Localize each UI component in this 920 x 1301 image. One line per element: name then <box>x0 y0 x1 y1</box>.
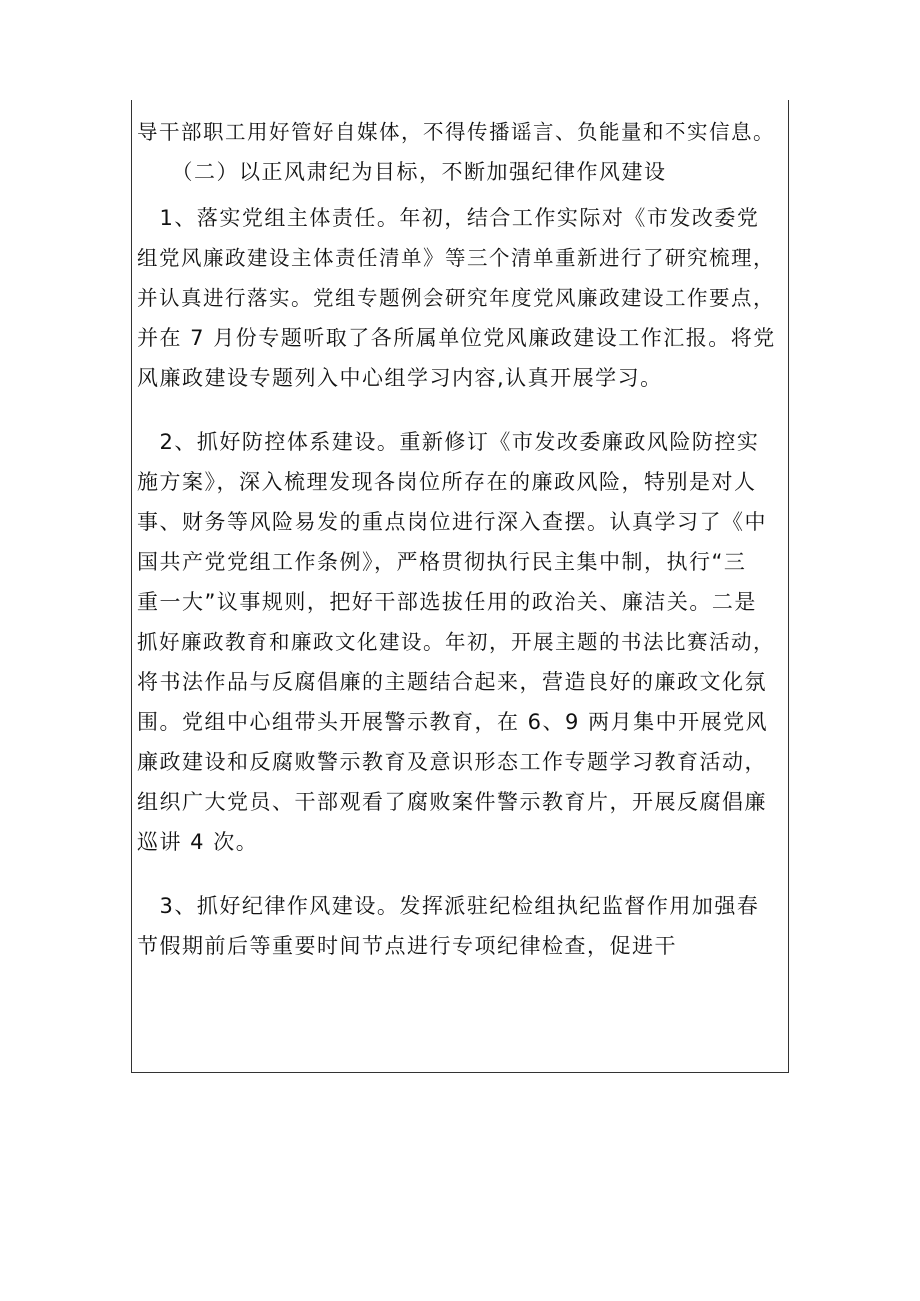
text-line: 风廉政建设专题列入中心组学习内容,认真开展学习。 <box>137 366 663 390</box>
text-line: 3、抓好纪律作风建设。发挥派驻纪检组执纪监督作用加强春 <box>137 894 760 918</box>
text-line: 并在 7 月份专题听取了各所属单位党风廉政建设工作汇报。将党 <box>137 326 776 350</box>
text-line: 组党风廉政建设主体责任清单》等三个清单重新进行了研究梳理， <box>137 246 775 270</box>
text-line: 廉政建设和反腐败警示教育及意识形态工作专题学习教育活动， <box>137 750 767 774</box>
text-line: 抓好廉政教育和廉政文化建设。年初，开展主题的书法比赛活动， <box>137 630 775 654</box>
text-line: 国共产党党组工作条例》，严格贯彻执行民主集中制，执行“三 <box>137 550 747 574</box>
section-heading: （二）以正风肃纪为目标，不断加强纪律作风建设 <box>137 160 667 184</box>
text-line: 1、落实党组主体责任。年初，结合工作实际对《市发改委党 <box>137 206 760 230</box>
text-line: 施方案》，深入梳理发现各岗位所存在的廉政风险，特别是对人 <box>137 470 757 494</box>
text-line: 2、抓好防控体系建设。重新修订《市发改委廉政风险防控实 <box>137 430 760 454</box>
text-line: 将书法作品与反腐倡廉的主题结合起来，营造良好的廉政文化氛 <box>137 670 767 694</box>
text-line: 节假期前后等重要时间节点进行专项纪律检查，促进干 <box>137 934 677 958</box>
document-body <box>137 112 785 966</box>
text-line: 巡讲 4 次。 <box>137 830 259 854</box>
text-line: 事、财务等风险易发的重点岗位进行深入查摆。认真学习了《中 <box>137 510 767 534</box>
text-line: 导干部职工用好管好自媒体，不得传播谣言、负能量和不实信息。 <box>137 120 775 144</box>
text-line: 并认真进行落实。党组专题例会研究年度党风廉政建设工作要点， <box>137 286 775 310</box>
text-line: 组织广大党员、干部观看了腐败案件警示教育片，开展反腐倡廉 <box>137 790 767 814</box>
text-line: 围。党组中心组带头开展警示教育，在 6、9 两月集中开展党风 <box>137 710 769 734</box>
text-line: 重一大”议事规则，把好干部选拔任用的政治关、廉洁关。二是 <box>137 590 757 614</box>
